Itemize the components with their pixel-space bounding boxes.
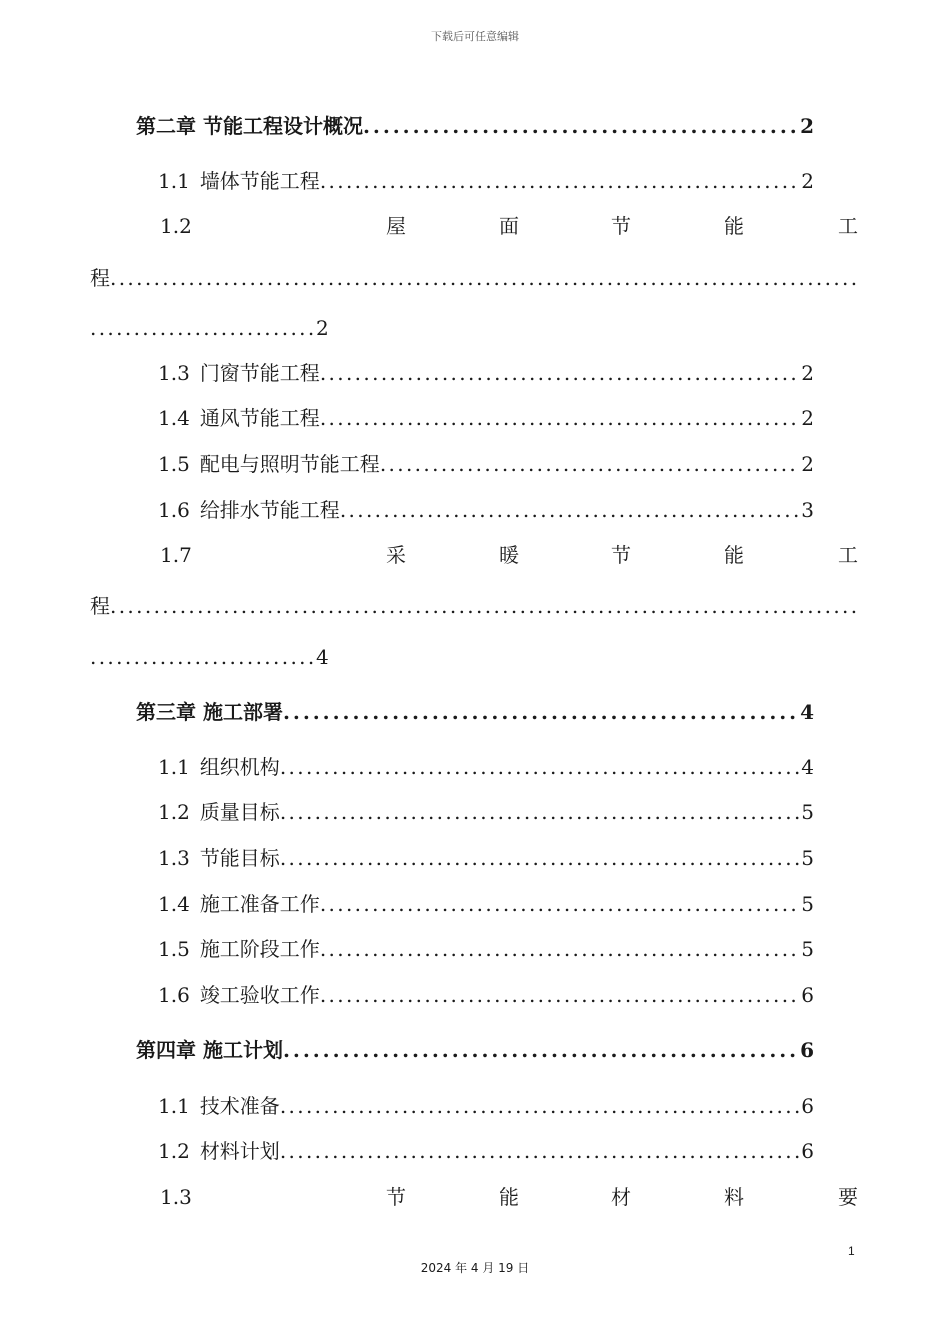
toc-section-number: 1.2 xyxy=(158,1139,190,1163)
toc-leader-dots xyxy=(283,697,798,727)
toc-section-2-5[interactable] xyxy=(0,449,950,479)
toc-section-2-2[interactable] xyxy=(0,211,950,241)
toc-title-char: 能 xyxy=(499,1185,519,1209)
toc-section-3-2[interactable] xyxy=(0,797,950,827)
toc-section-title: 技术准备 xyxy=(199,1094,280,1118)
toc-title-char: 程 xyxy=(90,594,110,618)
page-number: 1 xyxy=(848,1244,855,1258)
toc-section-title: 质量目标 xyxy=(199,800,280,824)
toc-title-char: 能 xyxy=(724,214,744,238)
toc-leader-dots xyxy=(280,1136,799,1166)
toc-section-3-3[interactable] xyxy=(0,843,950,873)
toc-section-number: 1.4 xyxy=(158,892,190,916)
toc-leader-dots xyxy=(110,263,860,293)
toc-section-number: 1.5 xyxy=(158,452,190,476)
toc-section-number: 1.7 xyxy=(160,543,192,567)
toc-leader-dots xyxy=(320,358,799,388)
toc-section-title: 材料计划 xyxy=(199,1139,280,1163)
toc-section-title: 门窗节能工程 xyxy=(199,361,320,385)
toc-section-2-1[interactable] xyxy=(0,166,950,196)
toc-page-number: 6 xyxy=(800,1038,814,1062)
toc-page-number: 2 xyxy=(800,114,814,138)
page-footer-date: 2024 年 4 月 19 日 xyxy=(420,1261,530,1275)
toc-leader-dots xyxy=(320,980,799,1010)
toc-leader-dots xyxy=(320,403,799,433)
toc-page-number: 5 xyxy=(801,846,814,870)
toc-page-number: 6 xyxy=(801,983,814,1007)
toc-leader-dots xyxy=(320,934,799,964)
toc-page-number: 2 xyxy=(801,169,814,193)
toc-page-number: 2 xyxy=(801,452,814,476)
toc-chapter-label: 第四章 施工计划 xyxy=(136,1038,283,1062)
toc-page-number: 6 xyxy=(801,1139,814,1163)
toc-title-char: 能 xyxy=(724,543,744,567)
toc-section-3-1[interactable] xyxy=(0,752,950,782)
toc-section-2-6[interactable] xyxy=(0,495,950,525)
toc-section-title: 通风节能工程 xyxy=(199,406,320,430)
toc-section-3-5[interactable] xyxy=(0,934,950,964)
toc-title-char: 料 xyxy=(724,1185,744,1209)
toc-page-number: 6 xyxy=(801,1094,814,1118)
toc-section-2-7[interactable] xyxy=(0,540,950,570)
toc-section-number: 1.4 xyxy=(158,406,190,430)
toc-leader-dots xyxy=(283,1035,798,1065)
toc-section-2-2-tail xyxy=(90,313,329,343)
toc-title-char: 工 xyxy=(838,543,858,567)
toc-leader-dots xyxy=(380,449,799,479)
toc-chapter-3[interactable] xyxy=(0,697,950,727)
toc-page-number: 5 xyxy=(801,892,814,916)
toc-section-2-4[interactable] xyxy=(0,403,950,433)
toc-leader-dots xyxy=(320,889,799,919)
toc-page-number: 3 xyxy=(801,498,814,522)
toc-section-title: 配电与照明节能工程 xyxy=(199,452,380,476)
toc-section-number: 1.1 xyxy=(158,169,190,193)
toc-chapter-4[interactable] xyxy=(0,1035,950,1065)
toc-section-title: 给排水节能工程 xyxy=(199,498,340,522)
toc-section-2-7-tail xyxy=(90,642,329,672)
toc-title-char: 节 xyxy=(611,214,631,238)
toc-section-number: 1.6 xyxy=(158,498,190,522)
toc-page-number: 2 xyxy=(801,406,814,430)
toc-page-number: 4 xyxy=(801,755,814,779)
toc-section-number: 1.5 xyxy=(158,937,190,961)
toc-leader-dots xyxy=(340,495,799,525)
toc-page-number: 5 xyxy=(801,937,814,961)
toc-section-title: 组织机构 xyxy=(199,755,280,779)
toc-section-number: 1.1 xyxy=(158,755,190,779)
toc-section-4-3[interactable] xyxy=(0,1182,950,1212)
toc-section-3-4[interactable] xyxy=(0,889,950,919)
toc-section-title: 节能目标 xyxy=(199,846,280,870)
toc-leader-dots xyxy=(110,591,860,621)
toc-leader-dots xyxy=(280,797,799,827)
toc-leader-dots xyxy=(363,111,798,141)
toc-section-title: 竣工验收工作 xyxy=(199,983,320,1007)
toc-page-number: 2 xyxy=(801,361,814,385)
toc-section-number: 1.1 xyxy=(158,1094,190,1118)
toc-section-title: 施工阶段工作 xyxy=(199,937,320,961)
toc-title-char: 材 xyxy=(611,1185,631,1209)
toc-leader-dots xyxy=(320,166,799,196)
toc-leader-dots xyxy=(90,642,316,672)
toc-page-number: 4 xyxy=(316,645,329,669)
toc-section-2-3[interactable] xyxy=(0,358,950,388)
toc-title-char: 要 xyxy=(838,1185,858,1209)
toc-title-char: 面 xyxy=(499,214,519,238)
toc-title-char: 暖 xyxy=(499,543,519,567)
toc-section-4-2[interactable] xyxy=(0,1136,950,1166)
toc-chapter-label: 第三章 施工部署 xyxy=(136,700,283,724)
toc-section-3-6[interactable] xyxy=(0,980,950,1010)
toc-section-2-2-wrap xyxy=(90,263,860,293)
toc-chapter-2[interactable] xyxy=(0,111,950,141)
toc-leader-dots xyxy=(90,313,316,343)
toc-title-char: 节 xyxy=(611,543,631,567)
toc-page-number: 2 xyxy=(316,316,329,340)
toc-page-number: 5 xyxy=(801,800,814,824)
toc-title-char: 工 xyxy=(838,214,858,238)
toc-title-char: 节 xyxy=(386,1185,406,1209)
toc-title-char: 程 xyxy=(90,266,110,290)
toc-leader-dots xyxy=(280,1091,799,1121)
toc-section-number: 1.3 xyxy=(158,361,190,385)
toc-leader-dots xyxy=(280,752,799,782)
toc-section-2-7-wrap xyxy=(90,591,860,621)
toc-section-number: 1.3 xyxy=(160,1185,192,1209)
toc-section-number: 1.2 xyxy=(158,800,190,824)
toc-title-char: 屋 xyxy=(386,214,406,238)
toc-leader-dots xyxy=(280,843,799,873)
toc-section-title: 施工准备工作 xyxy=(199,892,320,916)
page-header: 下载后可任意编辑 xyxy=(431,30,519,43)
toc-page-number: 4 xyxy=(800,700,814,724)
toc-section-4-1[interactable] xyxy=(0,1091,950,1121)
toc-section-title: 墙体节能工程 xyxy=(199,169,320,193)
toc-section-number: 1.3 xyxy=(158,846,190,870)
toc-section-number: 1.6 xyxy=(158,983,190,1007)
toc-section-number: 1.2 xyxy=(160,214,192,238)
toc-chapter-label: 第二章 节能工程设计概况 xyxy=(136,114,363,138)
toc-title-char: 采 xyxy=(386,543,406,567)
